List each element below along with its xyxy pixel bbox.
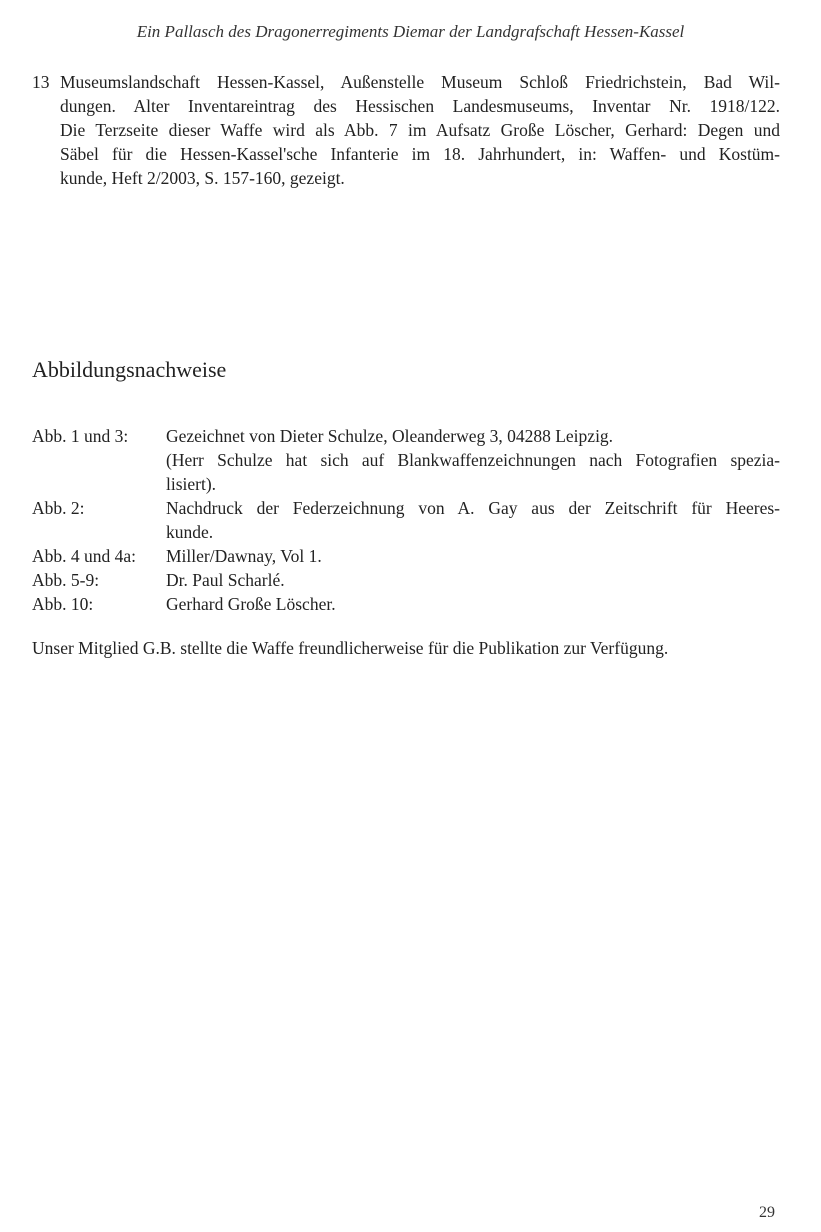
credit-label: Abb. 1 und 3: <box>32 426 129 446</box>
credit-line: Miller/Dawnay, Vol 1. <box>166 546 322 566</box>
credit-text <box>166 496 780 544</box>
credit-label: Abb. 2: <box>32 498 85 518</box>
page-number: 29 <box>759 1204 775 1221</box>
footnote-line: dungen. Alter Inventareintrag des Hessischen Landesmuseums, Inventar Nr. 1918/122. <box>60 96 780 116</box>
image-credits-list <box>32 424 780 616</box>
credit-text <box>166 544 780 568</box>
footnote-line: Säbel für die Hessen-Kassel'sche Infanterie im 18. Jahrhundert, in: Waffen- und Kostüm- <box>60 144 780 164</box>
footnote-number: 13 <box>32 72 50 92</box>
footnote-line <box>32 70 780 94</box>
credit-line: (Herr Schulze hat sich auf Blankwaffenzeichnungen nach Fotografien spezia- <box>166 450 780 470</box>
credit-label: Abb. 10: <box>32 594 94 614</box>
credit-label: Abb. 4 und 4a: <box>32 546 137 566</box>
footnote-text: Museumslandschaft Hessen-Kassel, Außenstelle Museum Schloß Friedrichstein, Bad Wil- <box>60 72 780 92</box>
running-head: Ein Pallasch des Dragonerregiments Diemar der Landgrafschaft Hessen-Kassel <box>136 22 685 41</box>
credit-label: Abb. 5-9: <box>32 570 100 590</box>
footnote-line: Die Terzseite dieser Waffe wird als Abb. 7 im Aufsatz Große Löscher, Gerhard: Degen und <box>60 120 780 140</box>
credit-line: Gezeichnet von Dieter Schulze, Oleanderweg 3, 04288 Leipzig. <box>166 426 614 446</box>
footnote-line: kunde, Heft 2/2003, S. 157-160, gezeigt. <box>60 168 345 188</box>
credit-text <box>166 592 780 616</box>
credit-line: Dr. Paul Scharlé. <box>166 570 285 590</box>
credit-row <box>32 568 780 592</box>
credit-row <box>32 424 780 496</box>
credit-text <box>166 568 780 592</box>
credit-line: lisiert). <box>166 474 217 494</box>
credit-row <box>32 544 780 568</box>
section-heading: Abbildungsnachweise <box>32 357 227 382</box>
credit-row <box>32 592 780 616</box>
footnote-13 <box>32 70 780 190</box>
credit-line: Nachdruck der Federzeichnung von A. Gay aus der Zeitschrift für Heeres- <box>166 498 780 518</box>
credit-text <box>166 424 780 496</box>
closing-note: Unser Mitglied G.B. stellte die Waffe freundlicherweise für die Publikation zur Verfügung. <box>32 638 669 658</box>
credit-line: Gerhard Große Löscher. <box>166 594 336 614</box>
credit-line: kunde. <box>166 522 214 542</box>
credit-row <box>32 496 780 544</box>
